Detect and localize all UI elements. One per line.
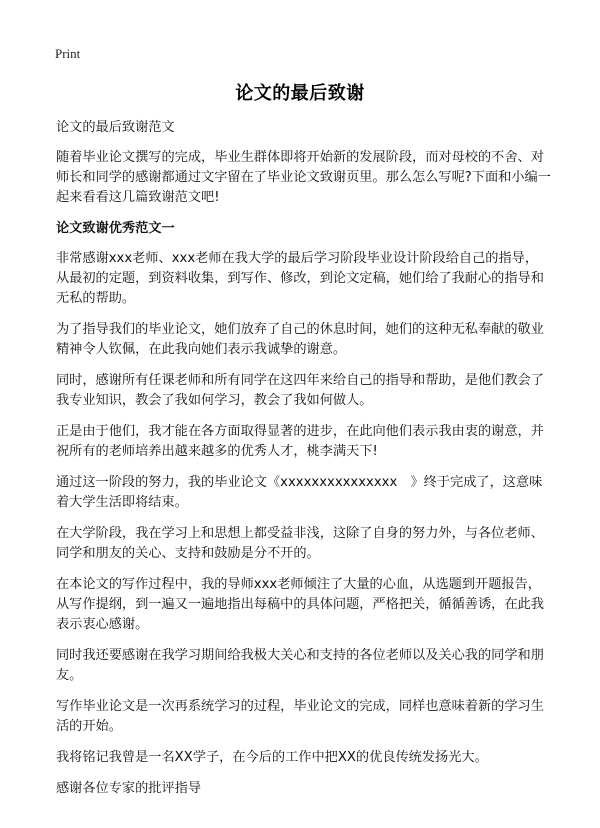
section-heading: 论文致谢优秀范文一 <box>56 221 175 236</box>
body-paragraph-7: 在本论文的写作过程中，我的导师xxx老师倾注了大量的心血，从选题到开题报告，从写作提纲，到一遍又一遍地指出每稿中的具体问题，严格把关，循循善诱，在此我表示衷心感谢。 <box>56 577 544 632</box>
body-paragraph-10: 我将铭记我曾是一名XX学子，在今后的工作中把XX的优良传统发扬光大。 <box>56 750 488 765</box>
page-title: 论文的最后致谢 <box>235 83 365 104</box>
body-paragraph-4: 正是由于他们，我才能在各方面取得显著的进步，在此向他们表示我由衷的谢意，并祝所有的老师培养出越来越多的优秀人才，桃李满天下! <box>56 424 544 459</box>
body-paragraph-3: 同时，感谢所有任课老师和所有同学在这四年来给自己的指导和帮助，是他们教会了我专业知识，教会了我如何学习，教会了我如何做人。 <box>56 373 544 408</box>
closing-line: 感谢各位专家的批评指导 <box>56 781 202 796</box>
intro-paragraph: 随着毕业论文撰写的完成，毕业生群体即将开始新的发展阶段，而对母校的不舍、对师长和同学的感谢都通过文字留在了毕业论文致谢页里。那么怎么写呢?下面和小编一起来看看这几篇致谢范文吧! <box>56 150 551 205</box>
body-paragraph-5: 通过这一阶段的努力，我的毕业论文《xxxxxxxxxxxxxxx 》终于完成了，这意味着大学生活即将结束。 <box>56 475 543 510</box>
body-paragraph-6: 在大学阶段，我在学习上和思想上都受益非浅，这除了自身的努力外，与各位老师、同学和朋友的关心、支持和鼓励是分不开的。 <box>56 526 544 561</box>
body-paragraph-8: 同时我还要感谢在我学习期间给我极大关心和支持的各位老师以及关心我的同学和朋友。 <box>56 648 544 683</box>
document-subtitle: 论文的最后致谢范文 <box>56 120 175 135</box>
document-body <box>56 118 551 799</box>
print-label: Print <box>55 46 81 61</box>
body-paragraph-9: 写作毕业论文是一次再系统学习的过程，毕业论文的完成，同样也意味着新的学习生活的开始。 <box>56 699 544 734</box>
body-paragraph-1: 非常感谢xxx老师、xxx老师在我大学的最后学习阶段毕业设计阶段给自己的指导，从最初的定题，到资料收集，到写作、修改，到论文定稿，她们给了我耐心的指导和无私的帮助。 <box>56 251 544 306</box>
body-paragraph-2: 为了指导我们的毕业论文，她们放弃了自己的休息时间，她们的这种无私奉献的敬业精神令人钦佩，在此我向她们表示我诚挚的谢意。 <box>56 322 544 357</box>
